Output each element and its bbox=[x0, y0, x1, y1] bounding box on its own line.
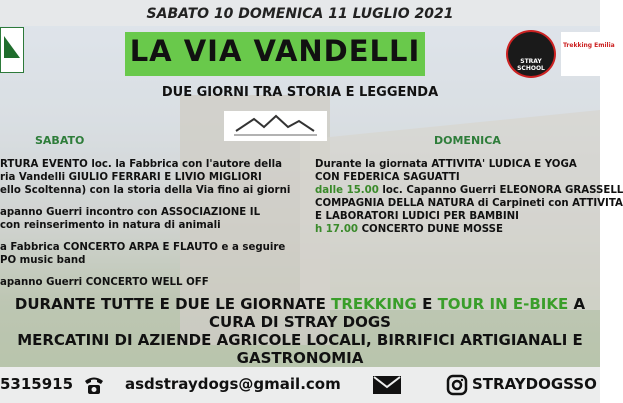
contact-footer bbox=[0, 367, 600, 403]
bottom-line-1 bbox=[0, 295, 600, 313]
sunday-line-text: loc. Capanno Guerri ELEONORA GRASSELL bbox=[378, 185, 623, 196]
instagram-icon bbox=[446, 374, 468, 396]
instagram-handle[interactable]: STRAYDOGSSO bbox=[472, 375, 597, 393]
saturday-line: a Fabbrica CONCERTO ARPA E FLAUTO e a seguire bbox=[0, 242, 286, 253]
saturday-program bbox=[0, 158, 290, 289]
saturday-line: RTURA EVENTO loc. la Fabbrica con l'autore della bbox=[0, 159, 283, 170]
stray-dogs-logo bbox=[506, 30, 556, 78]
sunday-line: E LABORATORI LUDICI PER BAMBINI bbox=[315, 211, 519, 222]
title-box bbox=[125, 32, 425, 76]
via-vandelli-logo bbox=[224, 111, 327, 141]
saturday-line: apanno Guerri incontro con ASSOCIAZIONE IL bbox=[0, 207, 261, 218]
bottom-text: E bbox=[416, 295, 438, 313]
sunday-time: h 17.00 bbox=[315, 224, 359, 235]
bottom-line-3: MERCATINI DI AZIENDE AGRICOLE LOCALI, BIRRIFICI ARTIGIANALI E bbox=[17, 331, 583, 349]
sunday-line: CON FEDERICA SAGUATTI bbox=[315, 172, 460, 183]
trekking-highlight: TREKKING bbox=[331, 295, 417, 313]
saturday-line: apanno Guerri CONCERTO WELL OFF bbox=[0, 277, 209, 288]
bottom-text: A bbox=[568, 295, 586, 313]
saturday-line: PO music band bbox=[0, 255, 86, 266]
bottom-line-2: CURA DI STRAY DOGS bbox=[209, 313, 391, 331]
saturday-heading: SABATO bbox=[35, 134, 85, 147]
mail-icon bbox=[372, 375, 402, 395]
saturday-line: con reinserimento in natura di animali bbox=[0, 220, 221, 231]
bottom-announcement bbox=[0, 295, 600, 367]
sunday-heading: DOMENICA bbox=[434, 134, 501, 147]
sunday-line-text: CONCERTO DUNE MOSSE bbox=[358, 224, 503, 235]
bottom-line-4: GASTRONOMIA bbox=[236, 349, 364, 367]
phone-number: 5315915 bbox=[0, 375, 74, 393]
sunday-line: COMPAGNIA DELLA NATURA di Carpineti con ATTIVITA bbox=[315, 198, 623, 209]
saturday-line: ello Scoltenna) con la storia della Via fino ai giorni bbox=[0, 185, 291, 196]
email-link[interactable]: asdstraydogs@gmail.com bbox=[125, 375, 341, 393]
saturday-line: ria Vandelli GIULIO FERRARI E LIVIO MIGLIORI bbox=[0, 172, 262, 183]
event-title: LA VIA VANDELLI bbox=[129, 34, 421, 68]
sunday-line bbox=[315, 223, 605, 236]
sunday-program bbox=[315, 158, 623, 236]
stray-dogs-logo-text: STRAY SCHOOL bbox=[517, 58, 545, 72]
date-banner: SABATO 10 DOMENICA 11 LUGLIO 2021 bbox=[0, 0, 600, 26]
sunday-time: dalle 15.00 bbox=[315, 185, 379, 196]
trek-logo bbox=[561, 32, 615, 76]
bottom-text: DURANTE TUTTE E DUE LE GIORNATE bbox=[14, 295, 332, 313]
ebike-highlight: TOUR IN E-BIKE bbox=[437, 295, 569, 313]
trek-logo-text: Trekking Emilia bbox=[563, 42, 615, 49]
phone-icon bbox=[82, 373, 106, 397]
event-subtitle: DUE GIORNI TRA STORIA E LEGGENDA bbox=[161, 85, 439, 100]
sunday-line bbox=[315, 184, 623, 197]
region-logo bbox=[0, 27, 24, 73]
sunday-line: Durante la giornata ATTIVITA' LUDICA E YOGA bbox=[315, 159, 577, 170]
